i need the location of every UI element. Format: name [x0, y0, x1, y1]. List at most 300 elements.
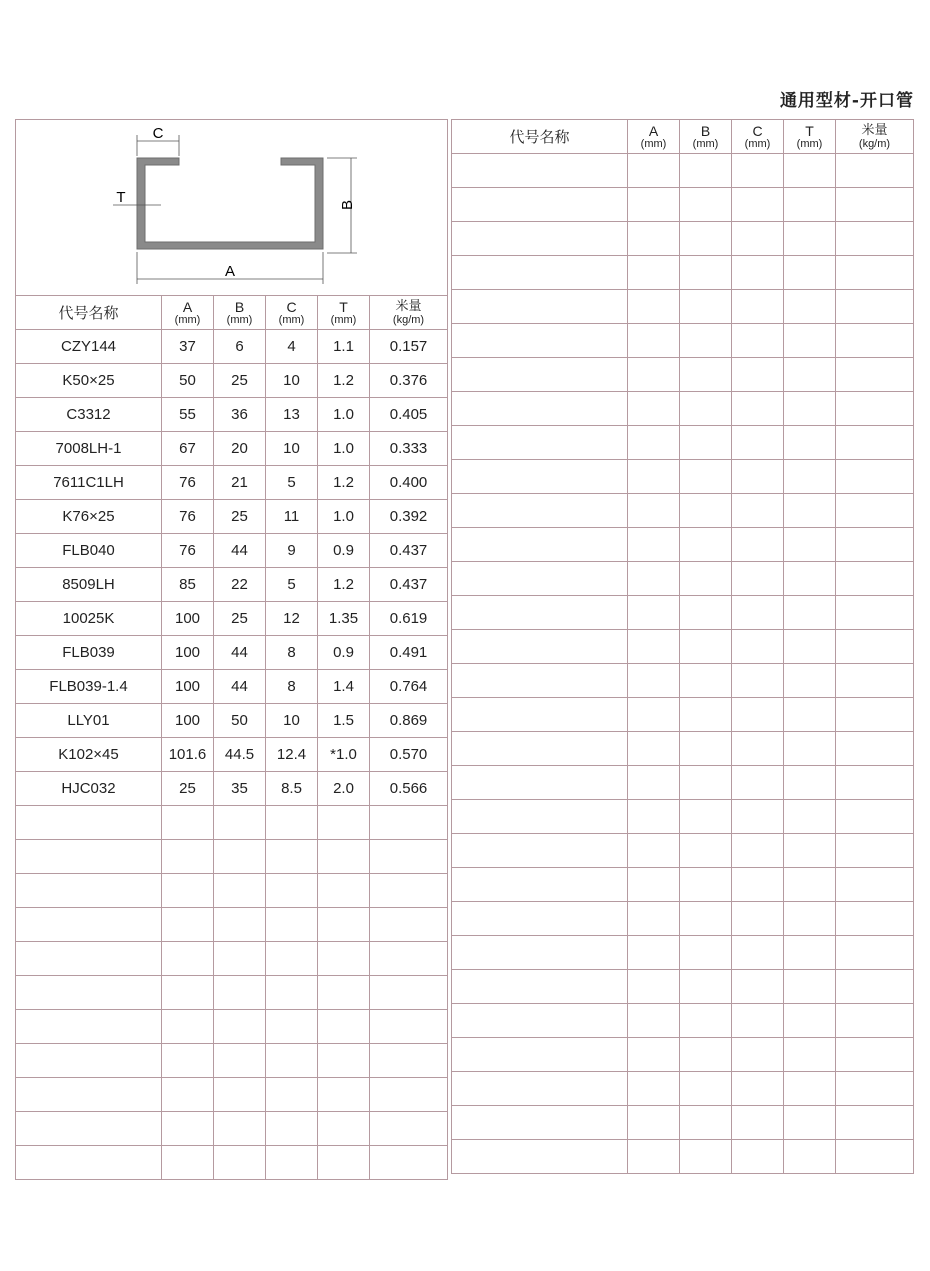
cell-t: 2.0 [318, 772, 370, 806]
empty-cell [628, 936, 680, 970]
empty-cell [836, 154, 914, 188]
empty-cell [628, 324, 680, 358]
empty-cell [680, 664, 732, 698]
empty-row [452, 324, 914, 358]
profile-diagram-cell [16, 120, 448, 296]
empty-cell [836, 698, 914, 732]
empty-cell [680, 800, 732, 834]
cell-c: 10 [266, 364, 318, 398]
empty-cell [628, 970, 680, 1004]
empty-cell [266, 806, 318, 840]
empty-cell [628, 596, 680, 630]
empty-cell [836, 970, 914, 1004]
empty-row [452, 1140, 914, 1174]
channel-shape [137, 158, 323, 249]
empty-cell [452, 630, 628, 664]
empty-cell [452, 290, 628, 324]
empty-cell [680, 698, 732, 732]
empty-cell [784, 834, 836, 868]
header-c: C (mm) [266, 296, 318, 330]
cell-a: 85 [162, 568, 214, 602]
empty-cell [214, 1112, 266, 1146]
cell-b: 44 [214, 534, 266, 568]
empty-row [452, 936, 914, 970]
empty-row [452, 1038, 914, 1072]
empty-cell [266, 942, 318, 976]
header-weight: 米量 (kg/m) [370, 296, 448, 330]
empty-cell [370, 1112, 448, 1146]
cell-w: 0.491 [370, 636, 448, 670]
empty-cell [318, 1044, 370, 1078]
empty-cell [784, 562, 836, 596]
empty-cell [628, 562, 680, 596]
empty-cell [680, 596, 732, 630]
table-row [16, 772, 448, 806]
cell-b: 20 [214, 432, 266, 466]
cell-b: 25 [214, 602, 266, 636]
empty-row [16, 908, 448, 942]
empty-cell [680, 426, 732, 460]
empty-cell [732, 800, 784, 834]
empty-cell [732, 1038, 784, 1072]
empty-cell [162, 840, 214, 874]
cell-a: 37 [162, 330, 214, 364]
empty-row [452, 970, 914, 1004]
empty-cell [836, 290, 914, 324]
empty-row [16, 840, 448, 874]
cell-a: 100 [162, 704, 214, 738]
empty-cell [628, 528, 680, 562]
table-row [16, 534, 448, 568]
empty-cell [318, 840, 370, 874]
empty-cell [836, 868, 914, 902]
empty-cell [452, 1038, 628, 1072]
empty-cell [318, 1112, 370, 1146]
empty-cell [214, 942, 266, 976]
empty-cell [784, 460, 836, 494]
empty-cell [214, 1010, 266, 1044]
empty-cell [732, 1004, 784, 1038]
empty-cell [628, 630, 680, 664]
empty-cell [784, 1106, 836, 1140]
empty-row [452, 358, 914, 392]
empty-cell [784, 596, 836, 630]
empty-cell [732, 1140, 784, 1174]
empty-cell [452, 596, 628, 630]
empty-row [16, 1044, 448, 1078]
empty-cell [784, 800, 836, 834]
empty-cell [784, 494, 836, 528]
empty-cell [732, 902, 784, 936]
empty-cell [732, 664, 784, 698]
empty-cell [680, 1140, 732, 1174]
header-t: T (mm) [784, 120, 836, 154]
cell-t: 1.0 [318, 398, 370, 432]
table-row [16, 330, 448, 364]
cell-name: 7008LH-1 [16, 432, 162, 466]
empty-cell [680, 1038, 732, 1072]
empty-cell [836, 222, 914, 256]
empty-cell [836, 1072, 914, 1106]
empty-cell [680, 562, 732, 596]
empty-cell [784, 698, 836, 732]
empty-row [16, 874, 448, 908]
empty-cell [266, 1146, 318, 1180]
cell-name: K76×25 [16, 500, 162, 534]
cell-b: 35 [214, 772, 266, 806]
empty-cell [214, 976, 266, 1010]
empty-cell [16, 942, 162, 976]
empty-row [452, 460, 914, 494]
empty-cell [680, 460, 732, 494]
empty-cell [732, 494, 784, 528]
empty-cell [784, 1140, 836, 1174]
empty-cell [836, 766, 914, 800]
empty-cell [836, 324, 914, 358]
cell-c: 4 [266, 330, 318, 364]
empty-cell [628, 494, 680, 528]
cell-a: 25 [162, 772, 214, 806]
empty-cell [836, 256, 914, 290]
cell-b: 22 [214, 568, 266, 602]
empty-cell [628, 732, 680, 766]
empty-cell [784, 222, 836, 256]
empty-row [16, 1112, 448, 1146]
empty-cell [452, 256, 628, 290]
empty-row [16, 976, 448, 1010]
empty-cell [318, 908, 370, 942]
empty-cell [836, 596, 914, 630]
cell-c: 12 [266, 602, 318, 636]
empty-cell [628, 1140, 680, 1174]
cell-c: 10 [266, 432, 318, 466]
empty-row [452, 732, 914, 766]
empty-cell [836, 902, 914, 936]
empty-cell [266, 908, 318, 942]
cell-w: 0.869 [370, 704, 448, 738]
cell-t: 1.2 [318, 364, 370, 398]
empty-cell [266, 1010, 318, 1044]
empty-cell [318, 1010, 370, 1044]
empty-cell [732, 392, 784, 426]
cell-c: 5 [266, 466, 318, 500]
empty-cell [784, 630, 836, 664]
empty-cell [628, 664, 680, 698]
empty-cell [452, 1140, 628, 1174]
empty-cell [266, 1078, 318, 1112]
cell-name: FLB039-1.4 [16, 670, 162, 704]
empty-cell [784, 936, 836, 970]
table-row [16, 432, 448, 466]
diagram-label-b: B [338, 199, 356, 211]
table-row [16, 738, 448, 772]
cell-t: 1.0 [318, 500, 370, 534]
cell-w: 0.566 [370, 772, 448, 806]
empty-cell [732, 562, 784, 596]
cell-w: 0.437 [370, 568, 448, 602]
header-name: 代号名称 [16, 296, 162, 330]
empty-cell [214, 874, 266, 908]
empty-cell [732, 630, 784, 664]
cell-name: C3312 [16, 398, 162, 432]
empty-cell [628, 426, 680, 460]
empty-cell [452, 358, 628, 392]
cell-name: HJC032 [16, 772, 162, 806]
empty-cell [784, 1038, 836, 1072]
empty-cell [628, 460, 680, 494]
empty-cell [680, 1106, 732, 1140]
cell-a: 100 [162, 602, 214, 636]
header-weight: 米量 (kg/m) [836, 120, 914, 154]
cell-t: 1.5 [318, 704, 370, 738]
cell-w: 0.570 [370, 738, 448, 772]
table-row [16, 398, 448, 432]
empty-cell [732, 766, 784, 800]
empty-cell [452, 698, 628, 732]
empty-cell [680, 1072, 732, 1106]
header-b: B (mm) [214, 296, 266, 330]
cell-c: 13 [266, 398, 318, 432]
empty-cell [628, 834, 680, 868]
cell-b: 44 [214, 636, 266, 670]
empty-cell [370, 874, 448, 908]
empty-cell [680, 188, 732, 222]
empty-cell [452, 936, 628, 970]
empty-cell [784, 290, 836, 324]
empty-cell [16, 1112, 162, 1146]
cell-c: 8 [266, 636, 318, 670]
cell-name: LLY01 [16, 704, 162, 738]
empty-cell [784, 902, 836, 936]
empty-cell [16, 1044, 162, 1078]
empty-row [452, 596, 914, 630]
cell-a: 76 [162, 500, 214, 534]
cell-t: 1.0 [318, 432, 370, 466]
cell-t: 1.2 [318, 568, 370, 602]
empty-cell [370, 840, 448, 874]
header-c: C (mm) [732, 120, 784, 154]
empty-cell [628, 392, 680, 426]
diagram-label-c: C [152, 125, 163, 142]
empty-cell [370, 908, 448, 942]
empty-cell [452, 460, 628, 494]
empty-cell [162, 1112, 214, 1146]
empty-cell [836, 732, 914, 766]
empty-cell [628, 800, 680, 834]
empty-row [452, 392, 914, 426]
empty-cell [732, 1106, 784, 1140]
cell-w: 0.157 [370, 330, 448, 364]
cell-name: FLB040 [16, 534, 162, 568]
empty-cell [732, 596, 784, 630]
empty-cell [452, 902, 628, 936]
empty-cell [370, 1078, 448, 1112]
empty-row [452, 188, 914, 222]
empty-cell [784, 766, 836, 800]
empty-cell [370, 806, 448, 840]
cell-b: 50 [214, 704, 266, 738]
empty-cell [16, 840, 162, 874]
empty-cell [732, 868, 784, 902]
empty-cell [680, 324, 732, 358]
empty-cell [266, 1112, 318, 1146]
empty-cell [732, 698, 784, 732]
empty-cell [732, 834, 784, 868]
empty-cell [162, 1044, 214, 1078]
cell-w: 0.764 [370, 670, 448, 704]
empty-cell [680, 154, 732, 188]
table-row [16, 636, 448, 670]
profile-table [15, 119, 448, 1180]
empty-cell [732, 1072, 784, 1106]
empty-cell [16, 806, 162, 840]
empty-cell [680, 1004, 732, 1038]
empty-cell [784, 392, 836, 426]
empty-cell [370, 1146, 448, 1180]
empty-cell [784, 1004, 836, 1038]
empty-cell [370, 1010, 448, 1044]
table-row [16, 500, 448, 534]
cell-b: 44.5 [214, 738, 266, 772]
empty-row [16, 1078, 448, 1112]
diagram-label-a: A [224, 263, 235, 280]
empty-cell [628, 188, 680, 222]
empty-row [452, 766, 914, 800]
empty-cell [680, 494, 732, 528]
empty-cell [318, 976, 370, 1010]
empty-cell [732, 256, 784, 290]
cell-c: 8 [266, 670, 318, 704]
cell-b: 25 [214, 500, 266, 534]
empty-cell [452, 834, 628, 868]
empty-cell [628, 902, 680, 936]
empty-cell [452, 868, 628, 902]
empty-cell [16, 874, 162, 908]
cell-a: 67 [162, 432, 214, 466]
right-table-panel [451, 119, 913, 1174]
empty-row [452, 868, 914, 902]
empty-cell [836, 528, 914, 562]
empty-cell [784, 868, 836, 902]
empty-cell [836, 664, 914, 698]
empty-cell [266, 840, 318, 874]
cell-a: 55 [162, 398, 214, 432]
empty-cell [628, 154, 680, 188]
empty-cell [628, 868, 680, 902]
empty-cell [836, 800, 914, 834]
empty-cell [784, 188, 836, 222]
empty-cell [214, 1146, 266, 1180]
empty-cell [214, 1044, 266, 1078]
empty-cell [784, 732, 836, 766]
empty-row [16, 1146, 448, 1180]
empty-cell [162, 806, 214, 840]
empty-cell [836, 494, 914, 528]
empty-cell [266, 976, 318, 1010]
table-header-row [452, 120, 914, 154]
cell-t: 1.35 [318, 602, 370, 636]
cell-a: 76 [162, 534, 214, 568]
empty-cell [836, 834, 914, 868]
empty-cell [732, 732, 784, 766]
cell-a: 100 [162, 636, 214, 670]
empty-cell [162, 1010, 214, 1044]
cell-b: 6 [214, 330, 266, 364]
empty-cell [784, 256, 836, 290]
empty-cell [680, 256, 732, 290]
empty-cell [214, 1078, 266, 1112]
empty-cell [732, 222, 784, 256]
empty-cell [162, 874, 214, 908]
empty-cell [318, 806, 370, 840]
empty-cell [370, 976, 448, 1010]
cell-a: 100 [162, 670, 214, 704]
empty-cell [732, 188, 784, 222]
empty-cell [680, 290, 732, 324]
empty-cell [628, 766, 680, 800]
empty-cell [16, 976, 162, 1010]
empty-cell [732, 936, 784, 970]
header-b: B (mm) [680, 120, 732, 154]
empty-cell [680, 358, 732, 392]
cell-w: 0.437 [370, 534, 448, 568]
empty-cell [836, 936, 914, 970]
empty-cell [162, 908, 214, 942]
empty-cell [628, 256, 680, 290]
empty-cell [680, 630, 732, 664]
empty-cell [318, 1146, 370, 1180]
empty-cell [452, 562, 628, 596]
table-row [16, 602, 448, 636]
empty-cell [162, 976, 214, 1010]
empty-row [452, 222, 914, 256]
empty-cell [732, 528, 784, 562]
empty-cell [628, 222, 680, 256]
empty-cell [836, 358, 914, 392]
cell-w: 0.333 [370, 432, 448, 466]
header-name: 代号名称 [452, 120, 628, 154]
empty-cell [628, 358, 680, 392]
empty-cell [836, 392, 914, 426]
empty-cell [452, 222, 628, 256]
empty-cell [680, 222, 732, 256]
empty-cell [318, 874, 370, 908]
empty-cell [318, 942, 370, 976]
empty-cell [452, 494, 628, 528]
empty-row [452, 426, 914, 460]
empty-cell [732, 154, 784, 188]
empty-cell [680, 834, 732, 868]
cell-t: 0.9 [318, 636, 370, 670]
empty-cell [452, 154, 628, 188]
empty-cell [680, 732, 732, 766]
empty-row [452, 1106, 914, 1140]
empty-cell [16, 1010, 162, 1044]
table-row [16, 364, 448, 398]
empty-cell [784, 358, 836, 392]
empty-cell [680, 392, 732, 426]
empty-cell [836, 188, 914, 222]
table-row [16, 466, 448, 500]
cell-w: 0.392 [370, 500, 448, 534]
cell-c: 11 [266, 500, 318, 534]
empty-cell [784, 426, 836, 460]
empty-row [452, 256, 914, 290]
empty-cell [836, 630, 914, 664]
cell-a: 50 [162, 364, 214, 398]
header-a: A (mm) [162, 296, 214, 330]
empty-cell [680, 902, 732, 936]
